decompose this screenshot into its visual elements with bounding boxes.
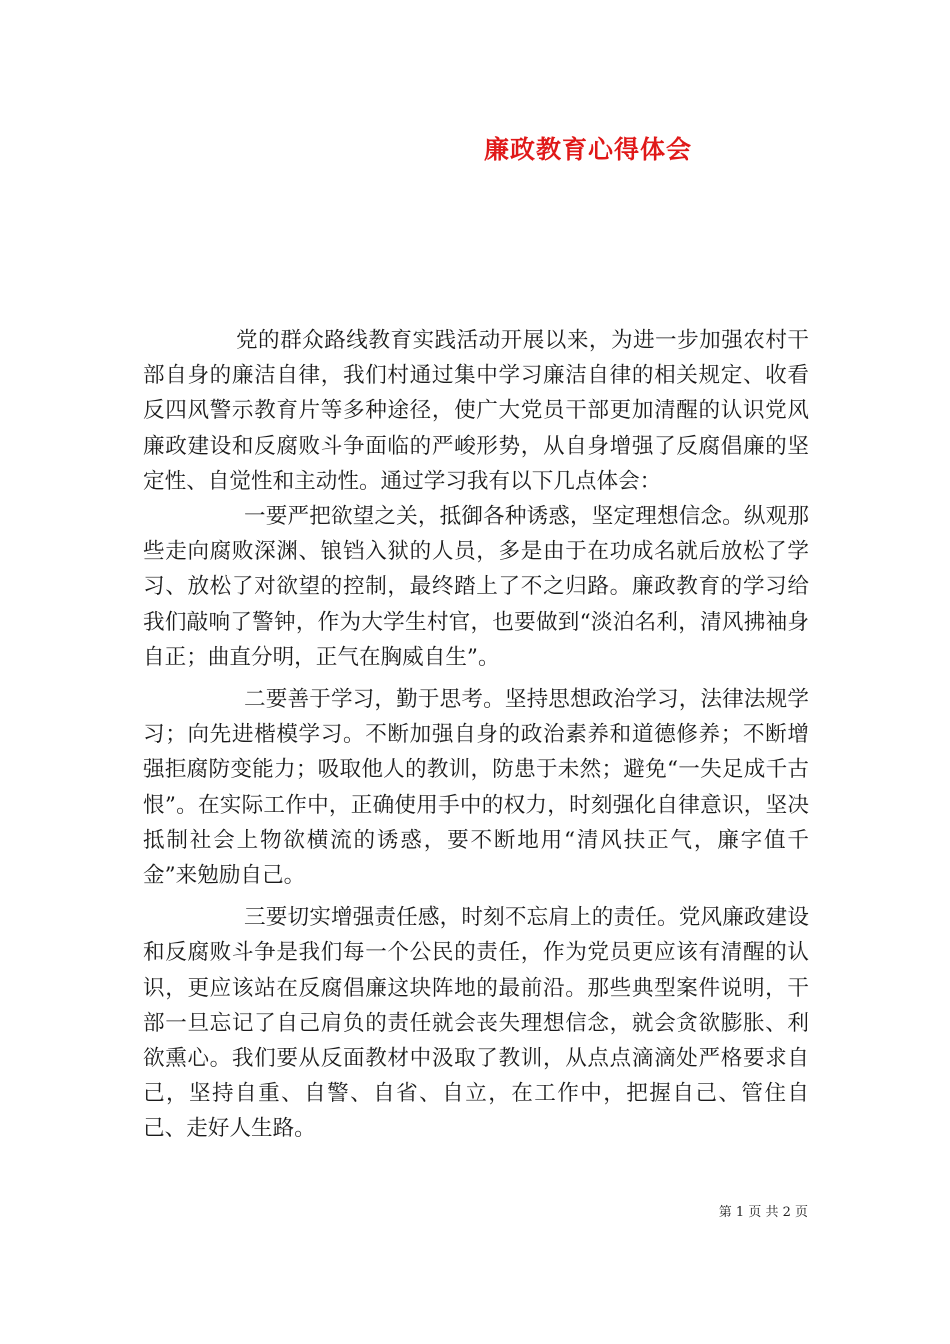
page-number-footer: 第 1 页 共 2 页 <box>718 1205 808 1220</box>
paragraph-point-three: 三要切实增强责任感，时刻不忘肩上的责任。党风廉政建设和反腐败斗争是我们每一个公民的责任，作为党员更应该有清醒的认识，更应该站在反腐倡廉这块阵地的最前沿。那些典型案件说明，干部一旦忘记了自己肩负的责任就会丧失理想信念，就会贪欲膨胀、利欲熏心。我们要从反面教材中汲取了教训，从点点滴滴处严格要求自己，坚持自重、自警、自省、自立，在工作中，把握自己、管住自己、走好人生路。 <box>143 905 809 1142</box>
document-title: 廉政教育心得体会 <box>483 135 692 164</box>
paragraph-point-one: 一要严把欲望之关，抵御各种诱惑，坚定理想信念。纵观那些走向腐败深渊、锒铛入狱的人员，多是由于在功成名就后放松了学习、放松了对欲望的控制，最终踏上了不之归路。廉政教育的学习给我们敲响了警钟，作为大学生村官，也要做到“淡泊名利，清风拂袖身自正；曲直分明，正气在胸威自生”。 <box>143 504 809 670</box>
paragraph-point-two: 二要善于学习，勤于思考。坚持思想政治学习，法律法规学习；向先进楷模学习。不断加强自身的政治素养和道德修养；不断增强拒腐防变能力；吸取他人的教训，防患于未然；避免“一失足成千古恨”。在实际工作中，正确使用手中的权力，时刻强化自律意识，坚决抵制社会上物欲横流的诱惑，要不断地用“清风扶正气，廉字值千金”来勉励自己。 <box>143 687 809 889</box>
paragraph-intro: 党的群众路线教育实践活动开展以来，为进一步加强农村干部自身的廉洁自律，我们村通过集中学习廉洁自律的相关规定、收看反四风警示教育片等多种途径，使广大党员干部更加清醒的认识党风廉政建设和反腐败斗争面临的严峻形势，从自身增强了反腐倡廉的坚定性、自觉性和主动性。通过学习我有以下几点体会： <box>143 328 809 494</box>
document-body <box>143 323 809 1147</box>
